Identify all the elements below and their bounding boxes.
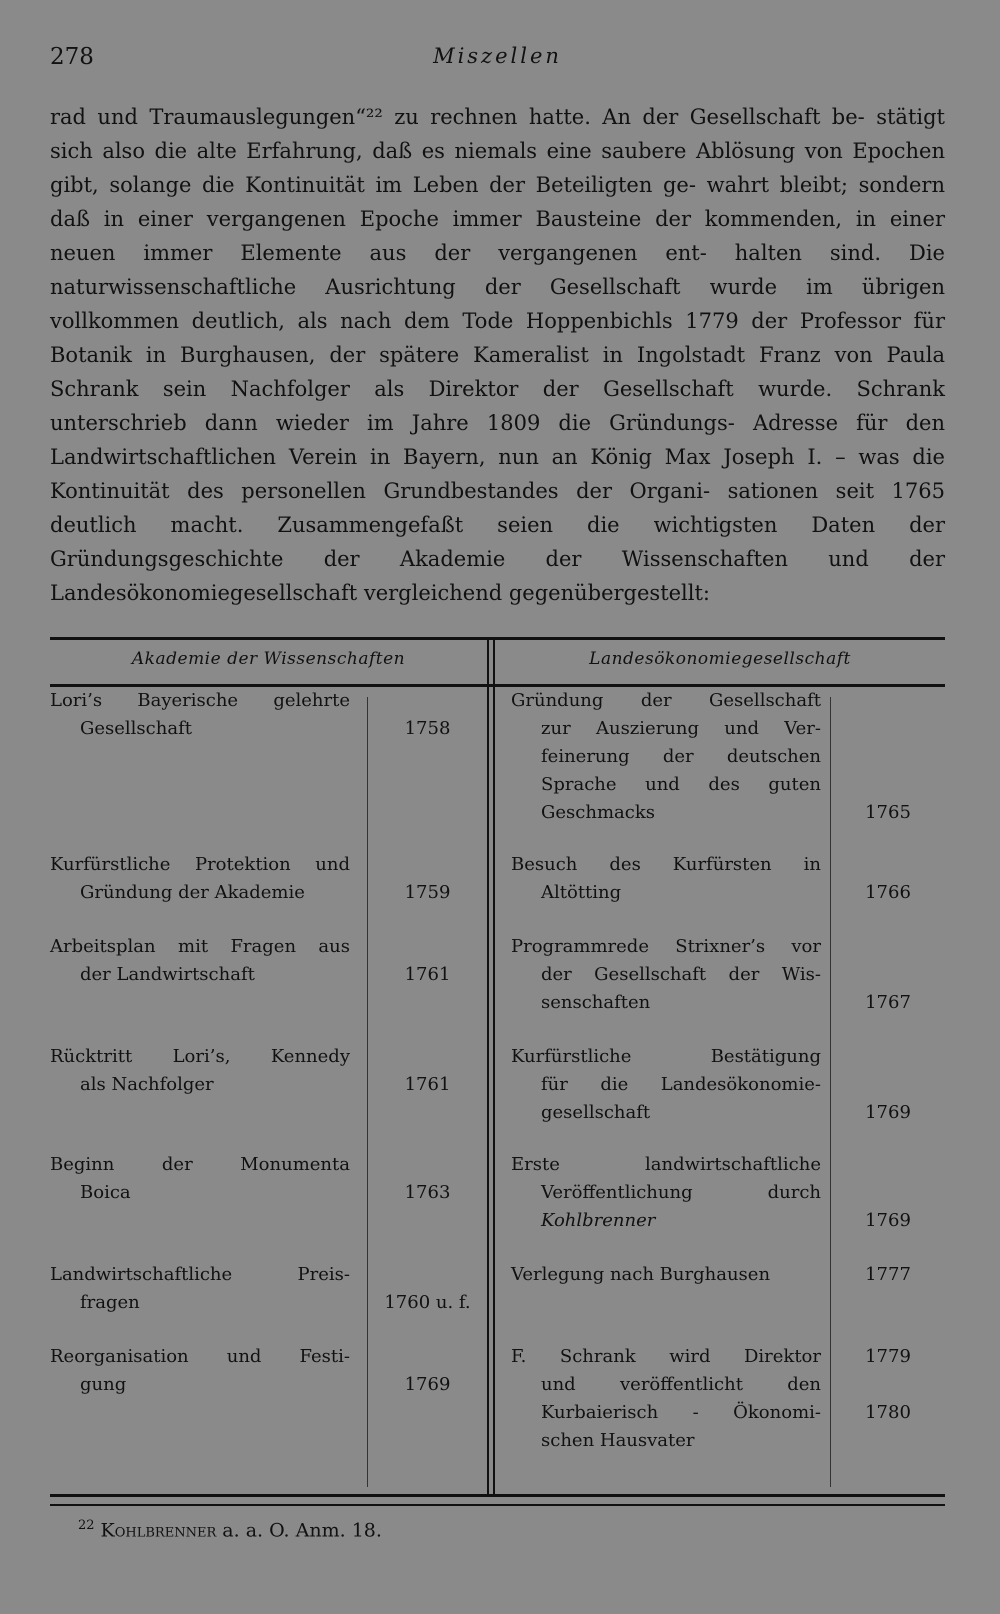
body-line: Professor für Botanik in Burghausen, der spätere Kameralist in Ingolstadt bbox=[50, 309, 945, 367]
event-line: gung bbox=[80, 1374, 127, 1395]
event-line: Rücktritt Lori’s, Kennedy bbox=[50, 1046, 350, 1067]
event-line: feinerung der deutschen bbox=[541, 746, 821, 767]
event-line: Geschmacks bbox=[541, 802, 655, 823]
event-line: Verlegung nach Burghausen bbox=[511, 1264, 771, 1285]
event-year: 1758 bbox=[404, 718, 451, 739]
event-line: Kurbaierisch - Ökonomi- bbox=[541, 1402, 821, 1423]
table-row-left bbox=[50, 1261, 350, 1317]
event-year: 1766 bbox=[865, 882, 911, 903]
event-line: Erste landwirtschaftliche bbox=[511, 1154, 821, 1175]
table-row-right bbox=[511, 933, 821, 1017]
footnote-mark: 22 bbox=[78, 1518, 95, 1533]
event-line: Reorganisation und Festi- bbox=[50, 1346, 350, 1367]
event-line: Altötting bbox=[541, 882, 622, 903]
event-line: gesellschaft bbox=[541, 1102, 651, 1123]
event-line: Veröffentlichung durch bbox=[541, 1182, 821, 1203]
table-column-divider bbox=[487, 637, 495, 1497]
table-row-left bbox=[50, 687, 350, 743]
event-year: 1759 bbox=[404, 882, 451, 903]
event-line: schen Hausvater bbox=[541, 1430, 695, 1451]
event-year: 1761 bbox=[404, 1074, 451, 1095]
body-line: stätigt sich also die alte Erfahrung, daß es niemals eine saubere Ablösung bbox=[50, 105, 945, 163]
event-year: 1769 bbox=[865, 1210, 911, 1231]
event-line: für die Landesökonomie- bbox=[541, 1074, 821, 1095]
event-year: 1780 bbox=[865, 1402, 911, 1423]
table-row-right bbox=[511, 1343, 821, 1455]
table-row-right bbox=[511, 851, 821, 907]
body-line: der kommenden, in einer neuen immer Elemente aus der vergangenen ent- bbox=[50, 207, 946, 265]
body-line: sationen seit 1765 deutlich macht. Zusammengefaßt seien die wichtigsten bbox=[50, 479, 945, 537]
event-line: Besuch des Kurfürsten in bbox=[511, 854, 821, 875]
event-line: fragen bbox=[80, 1292, 140, 1313]
running-title: Miszellen bbox=[433, 44, 562, 68]
footnote-rule bbox=[50, 1504, 945, 1506]
event-line: Gesellschaft bbox=[80, 718, 192, 739]
body-line: im übrigen vollkommen deutlich, als nach dem Tode Hoppenbichls 1779 der bbox=[50, 275, 945, 333]
table-row-right bbox=[511, 1261, 821, 1289]
event-line: Kurfürstliche Protektion und bbox=[50, 854, 350, 875]
event-year: 1760 u. f. bbox=[384, 1292, 471, 1313]
body-line: Adresse für den Landwirtschaftlichen Verein in Bayern, nun an König Max bbox=[50, 411, 945, 469]
column-header-landesoekonomie: Landesökonomiegesellschaft bbox=[589, 649, 851, 669]
table-row-right bbox=[511, 687, 821, 827]
table-rule-top bbox=[50, 637, 945, 640]
table-row-left bbox=[50, 851, 350, 907]
body-line: von Epochen gibt, solange die Kontinuität im Leben der Beteiligten ge- bbox=[50, 139, 945, 197]
table-row-left bbox=[50, 1151, 350, 1207]
event-line: Programmrede Strixner’s vor bbox=[511, 936, 821, 957]
body-line: wahrt bleibt; sondern daß in einer vergangenen Epoche immer Bausteine bbox=[50, 173, 945, 231]
event-line: Beginn der Monumenta bbox=[50, 1154, 350, 1175]
column-header-akademie: Akademie der Wissenschaften bbox=[131, 649, 406, 669]
event-line: und veröffentlicht den bbox=[541, 1374, 821, 1395]
body-line: wurde. Schrank unterschrieb dann wieder im Jahre 1809 die Gründungs- bbox=[50, 377, 945, 435]
table-row-left bbox=[50, 1043, 350, 1099]
event-line: der Landwirtschaft bbox=[80, 964, 255, 985]
event-line: als Nachfolger bbox=[80, 1074, 214, 1095]
event-line: Kurfürstliche Bestätigung bbox=[511, 1046, 821, 1067]
event-year: 1767 bbox=[865, 992, 911, 1013]
event-year: 1777 bbox=[865, 1264, 911, 1285]
page-header bbox=[50, 44, 945, 78]
event-line: F. Schrank wird Direktor bbox=[511, 1346, 821, 1367]
footnote-author: Kohlbrenner bbox=[100, 1519, 217, 1542]
body-line: Franz von Paula Schrank sein Nachfolger als Direktor der Gesellschaft bbox=[50, 343, 945, 401]
table-row-left bbox=[50, 933, 350, 989]
table-rule-bottom bbox=[50, 1494, 945, 1497]
event-line: zur Auszierung und Ver- bbox=[541, 718, 821, 739]
body-line: Daten der Gründungsgeschichte der Akademie der Wissenschaften und der bbox=[50, 513, 945, 571]
event-line: Kohlbrenner bbox=[541, 1210, 656, 1231]
event-line: senschaften bbox=[541, 992, 651, 1013]
table-row-right bbox=[511, 1043, 821, 1127]
event-year: 1769 bbox=[404, 1374, 451, 1395]
body-paragraph bbox=[50, 100, 945, 610]
event-line: Gründung der Gesellschaft bbox=[511, 690, 821, 711]
table-row-right bbox=[511, 1151, 821, 1235]
body-line: Joseph I. – was die Kontinuität des personellen Grundbestandes der Organi- bbox=[50, 445, 945, 503]
footnote-text: a. a. O. Anm. 18. bbox=[222, 1519, 382, 1542]
event-line: der Gesellschaft der Wis- bbox=[541, 964, 821, 985]
event-line: Lori’s Bayerische gelehrte bbox=[50, 690, 350, 711]
event-line: Gründung der Akademie bbox=[80, 882, 305, 903]
event-line: Boica bbox=[80, 1182, 131, 1203]
body-line: halten sind. Die naturwissenschaftliche Ausrichtung der Gesellschaft wurde bbox=[50, 241, 945, 299]
event-line: Landwirtschaftliche Preis- bbox=[50, 1264, 350, 1285]
table-row-left bbox=[50, 1343, 350, 1399]
event-year: 1769 bbox=[865, 1102, 911, 1123]
event-year: 1763 bbox=[404, 1182, 451, 1203]
event-line: Sprache und des guten bbox=[541, 774, 821, 795]
event-line: Arbeitsplan mit Fragen aus bbox=[50, 936, 350, 957]
event-year: 1779 bbox=[865, 1346, 911, 1367]
body-line: rad und Traumauslegungen“²² zu rechnen hatte. An der Gesellschaft be- bbox=[50, 105, 865, 129]
event-year: 1761 bbox=[404, 964, 451, 985]
body-line: Landesökonomiegesellschaft vergleichend gegenübergestellt: bbox=[50, 581, 711, 605]
footnote bbox=[78, 1518, 382, 1541]
page-number: 278 bbox=[50, 44, 94, 70]
comparison-table bbox=[50, 637, 945, 1497]
event-year: 1765 bbox=[865, 802, 911, 823]
